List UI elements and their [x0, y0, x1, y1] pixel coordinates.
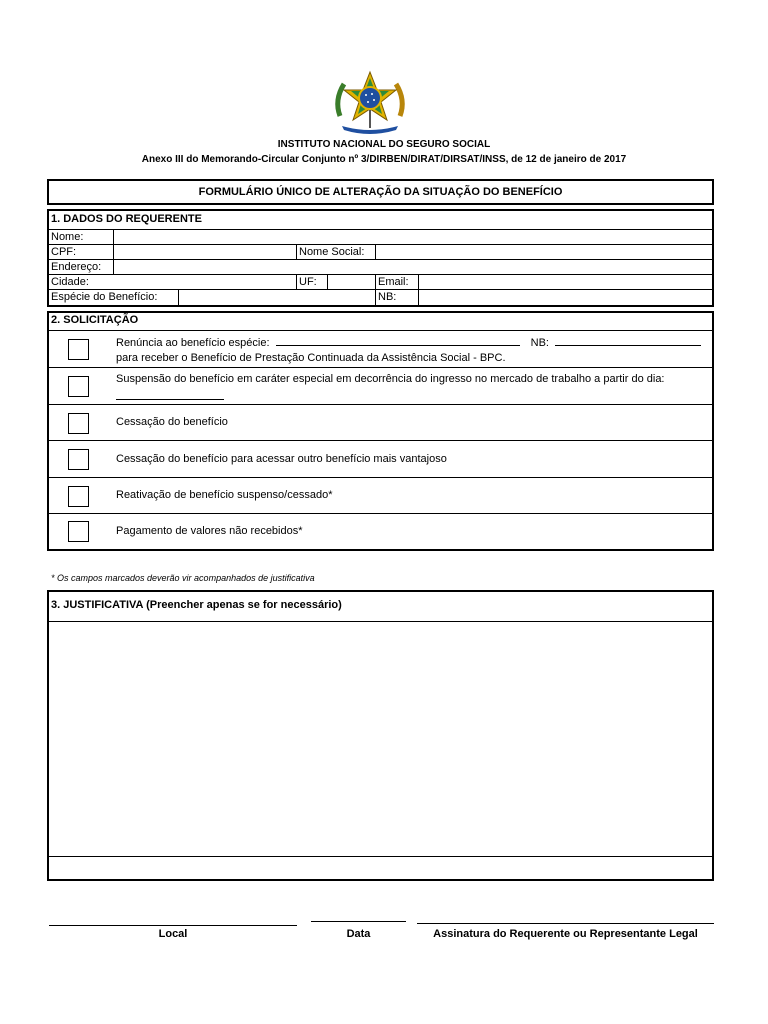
nome-social-field[interactable]	[376, 245, 713, 259]
label-endereco: Endereço:	[51, 261, 102, 273]
label-local: Local	[158, 928, 188, 940]
section-3-title: 3. JUSTIFICATIVA (Preencher apenas se for necessário)	[51, 599, 342, 611]
checkbox-reativacao[interactable]	[68, 486, 89, 507]
especie-field[interactable]	[179, 290, 375, 305]
label-assinatura: Assinatura do Requerente ou Representante Legal	[433, 928, 698, 940]
option-pagamento: Pagamento de valores não recebidos*	[116, 525, 303, 537]
annex-reference: Anexo III do Memorando-Circular Conjunto nº 3/DIRBEN/DIRAT/DIRSAT/INSS, de 12 de janeiro de 2017	[141, 154, 627, 165]
label-email: Email:	[378, 276, 409, 288]
label-uf: UF:	[299, 276, 317, 288]
option-renuncia-nb-label: NB:	[530, 337, 549, 349]
label-cpf: CPF:	[51, 246, 77, 258]
label-especie: Espécie do Benefício:	[51, 291, 158, 303]
nome-field[interactable]	[114, 230, 713, 244]
institution-name: INSTITUTO NACIONAL DO SEGURO SOCIAL	[277, 139, 491, 150]
option-cessacao-vantajoso: Cessação do benefício para acessar outro benefício mais vantajoso	[116, 453, 447, 465]
checkbox-suspensao[interactable]	[68, 376, 89, 397]
label-nome: Nome:	[51, 231, 84, 243]
label-nome-social: Nome Social:	[299, 246, 365, 258]
option-suspensao: Suspensão do benefício em caráter especial em decorrência do ingresso no mercado de trabalho a partir do dia:	[116, 373, 665, 385]
checkbox-renuncia[interactable]	[68, 339, 89, 360]
renuncia-nb-blank[interactable]	[555, 335, 701, 346]
option-renuncia	[116, 335, 701, 350]
date-signature-line	[311, 921, 406, 922]
section-1-title: 1. DADOS DO REQUERENTE	[51, 213, 202, 225]
option-renuncia-line2: para receber o Benefício de Prestação Continuada da Assistência Social - BPC.	[116, 352, 506, 364]
nb-field[interactable]	[419, 290, 713, 305]
checkbox-pagamento[interactable]	[68, 521, 89, 542]
justification-text-area[interactable]	[49, 623, 712, 855]
email-field[interactable]	[419, 275, 713, 289]
section-2-title: 2. SOLICITAÇÃO	[51, 314, 139, 326]
local-signature-line	[49, 925, 297, 926]
option-cessacao: Cessação do benefício	[116, 416, 228, 428]
renuncia-especie-blank[interactable]	[276, 335, 520, 346]
option-reativacao: Reativação de benefício suspenso/cessado*	[116, 489, 333, 501]
cpf-field[interactable]	[114, 245, 296, 259]
label-nb: NB:	[378, 291, 397, 303]
footnote: * Os campos marcados deverão vir acompanhados de justificativa	[51, 573, 315, 583]
uf-field[interactable]	[328, 275, 375, 289]
brazil-coat-of-arms-emblem	[330, 70, 410, 136]
option-renuncia-label: Renúncia ao benefício espécie:	[116, 337, 270, 349]
cidade-field[interactable]	[114, 275, 296, 289]
checkbox-cessacao[interactable]	[68, 413, 89, 434]
checkbox-cessacao-vantajoso[interactable]	[68, 449, 89, 470]
label-data: Data	[346, 928, 371, 940]
suspensao-date-blank[interactable]	[116, 389, 224, 400]
requester-signature-line	[417, 923, 714, 924]
endereco-field[interactable]	[114, 260, 713, 274]
form-title: FORMULÁRIO ÚNICO DE ALTERAÇÃO DA SITUAÇÃO DO BENEFÍCIO	[198, 186, 563, 198]
label-cidade: Cidade:	[51, 276, 89, 288]
